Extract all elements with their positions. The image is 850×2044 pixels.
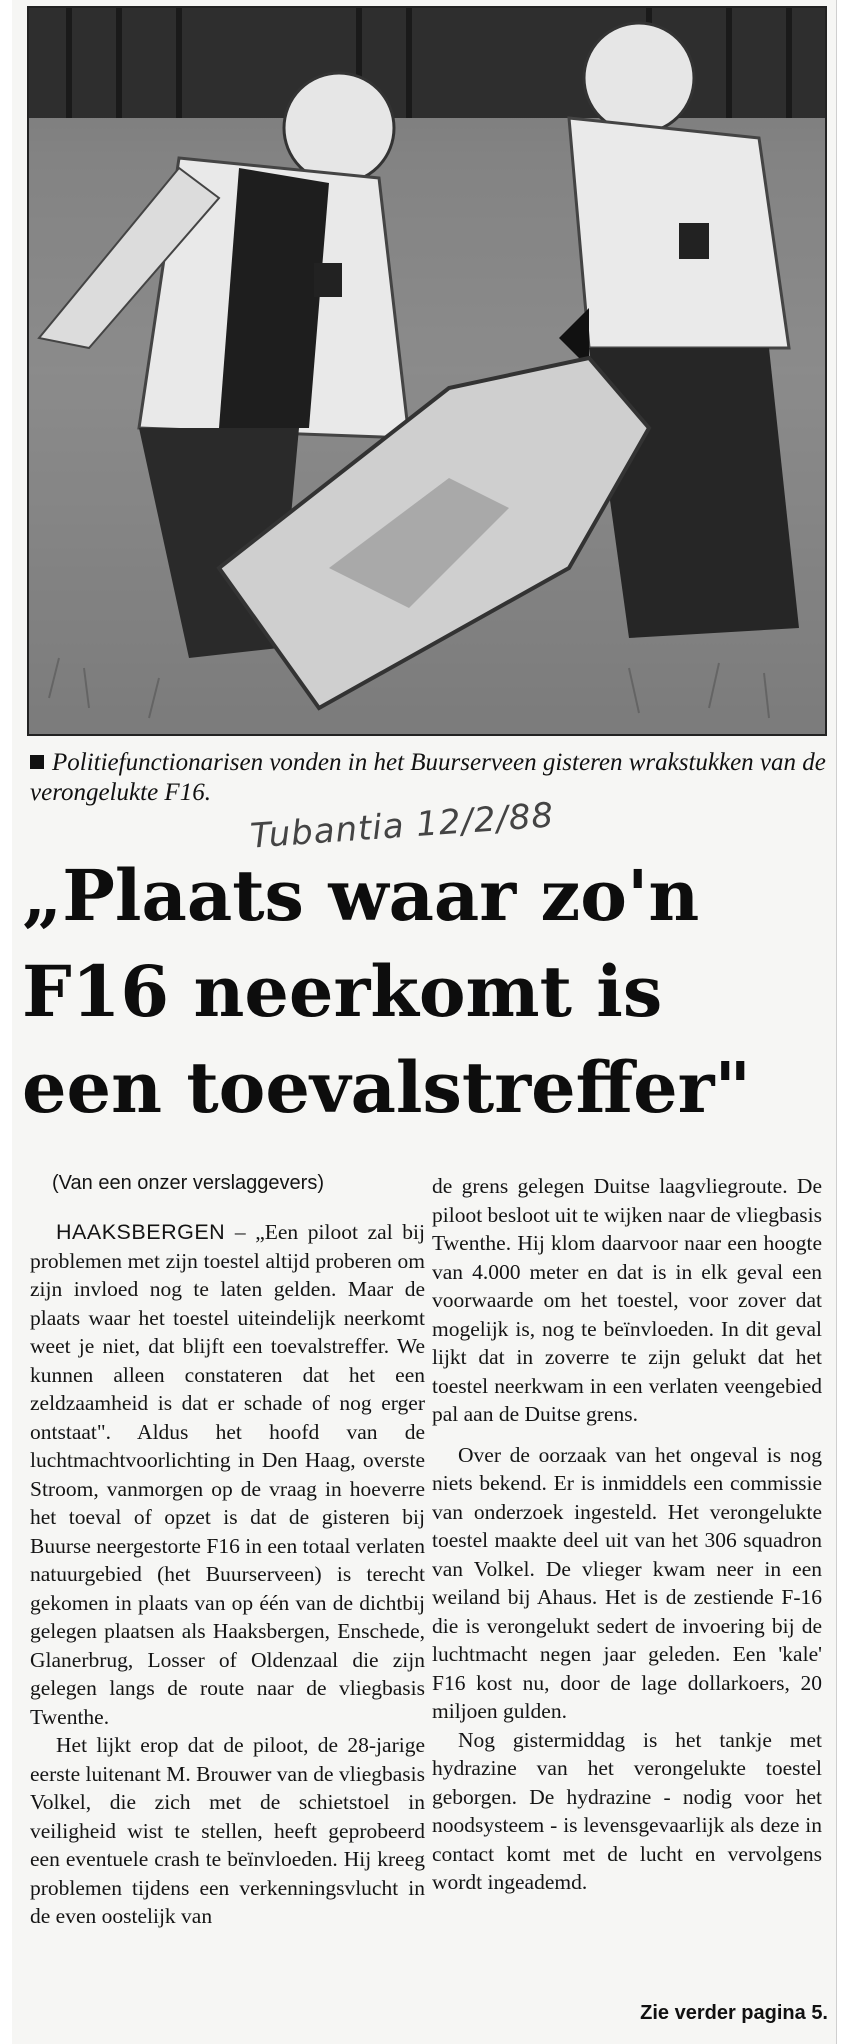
photo-caption [30,748,830,808]
article-paragraph: Het lijkt erop dat de piloot, de 28-jarige eerste luitenant M. Brouwer van de vliegbasis Volkel, die zich met de schietstoel in veiligheid wist te stellen, heeft geprobeerd een eventuele crash te beïnvloeden. Hij kreeg problemen tijdens een verkenningsvlucht in de even oostelijk van [30,1733,425,1928]
headline-line-3: een toevalstreffer" [22,1046,752,1129]
paragraph-text: – „Een piloot zal bij problemen met zijn toestel altijd proberen om zijn invloed nog te laten gelden. Maar de plaats waar het toestel uiteindelijk neerkomt weet je niet, dat blijft een toevalstreffer. We kunnen alleen constateren dat het een zeldzaamheid is dat er schade of nog erger ontstaat". Aldus het hoofd van de luchtmachtvoorlichting in Den Haag, overste Stroom, vanmorgen op de vraag in hoeverre het toeval of opzet is dat de gisteren bij Buurse neergestorte F16 in een totaal verlaten natuurgebied (het Buurserveen) is terecht gekomen in plaats van op één van de dichtbij gelegen plaatsen als Haaksbergen, Enschede, Glanerbrug, Losser of Oldenzaal die zijn gelegen langs de route naar de vliegbasis Twenthe. [30,1220,425,1729]
article-paragraph [30,1218,425,1731]
handwritten-source-note: Tubantia 12/2/88 [248,795,556,857]
continued-on-page-note: Zie verder pagina 5. [640,2002,828,2024]
photo-illustration [29,8,825,734]
byline: (Van een onzer verslaggevers) [52,1172,324,1194]
article-column-right [432,1172,822,1897]
article-paragraph: Nog gistermiddag is het tankje met hydrazine van het verongelukte toestel geborgen. De hydrazine - nodig voor het noodsysteem - is levensgevaarlijk als deze in contact komt met de lucht en vervolgens wordt ingeademd. [432,1727,822,1894]
headline-line-2: F16 neerkomt is [22,950,663,1033]
headline-line-1: „Plaats waar zo'n [22,854,700,937]
caption-text: Politiefunctionarisen vonden in het Buurserveen gisteren wrakstukken van de verongelukte F16. [30,749,826,806]
caption-bullet-square [30,755,44,769]
news-photo [27,6,827,736]
article-paragraph: Over de oorzaak van het ongeval is nog niets bekend. Er is inmiddels een commissie van onderzoek ingesteld. Het verongelukte toestel maakte deel uit van het 306 squadron van Volkel. De vlieger kwam neer in een weiland bij Ahaus. Het is de zestiende F-16 die is verongelukt sedert de invoering bij de luchtmacht negen jaar geleden. Een 'kale' F16 kost nu, door de lage dollarkoers, 20 miljoen gulden. [432,1442,822,1723]
article-paragraph: de grens gelegen Duitse laagvliegroute. De piloot besloot uit te wijken naar de vliegbasis Twenthe. Hij klom daarvoor naar een hoogte van 4.000 meter en dat is in elk geval een voorwaarde om het toestel, voor zover dat mogelijk is, nog te beïnvloeden. In dit geval lijkt dat in zoverre te zijn gelukt dat het toestel neerkwam in een verlaten veengebied pal aan de Duitse grens. [432,1174,822,1426]
article-column-left [30,1218,425,1931]
dateline: HAAKSBERGEN [56,1220,226,1244]
headline [22,848,822,1136]
